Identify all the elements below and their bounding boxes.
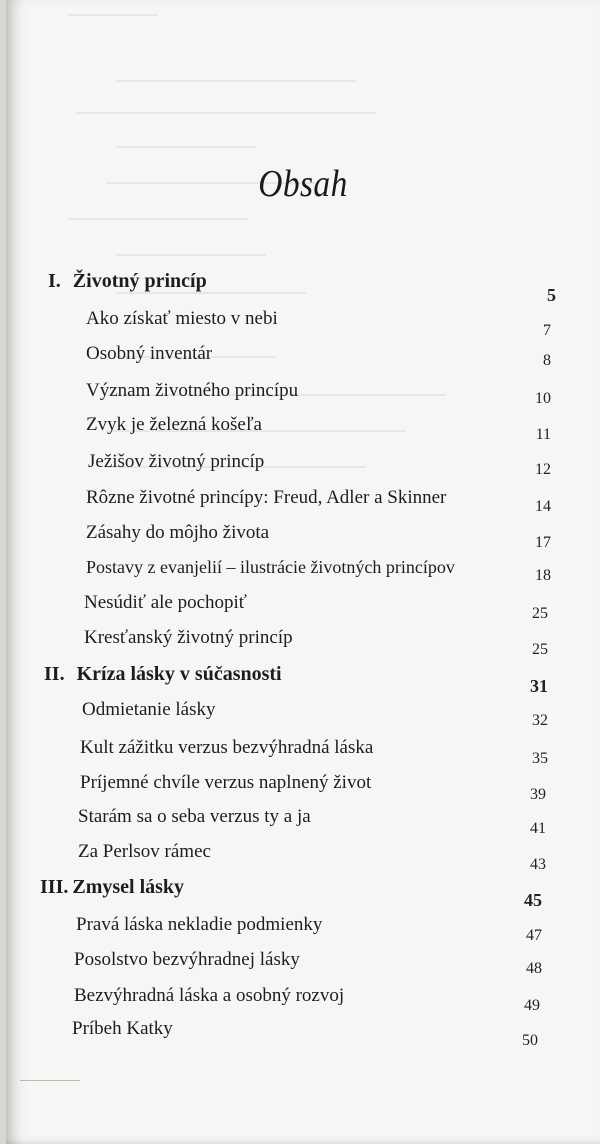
toc-entry-page: 43	[530, 856, 546, 873]
chapter-title: Životný princíp	[72, 270, 207, 292]
toc-entry-title: Odmietanie lásky	[82, 699, 216, 720]
chapter-number: III.	[40, 876, 69, 898]
toc-entry	[86, 380, 298, 402]
book-page	[6, 0, 600, 1144]
toc-entry	[82, 699, 216, 721]
toc-entry-page: 47	[526, 927, 542, 944]
toc-entry-page: 35	[532, 750, 548, 767]
toc-entry-page: 11	[535, 426, 551, 443]
toc-entry-page: 14	[535, 498, 551, 515]
chapter-title: Kríza lásky v súčasnosti	[76, 663, 282, 685]
toc-entry-title: Ako získať miesto v nebi	[86, 308, 278, 329]
toc-entry-page: 17	[535, 534, 551, 551]
toc-entry	[74, 985, 344, 1007]
toc-entry-page: 49	[524, 997, 540, 1014]
chapter-page-number: 31	[530, 676, 548, 696]
toc-entry-page: 50	[522, 1032, 538, 1049]
toc-entry-page: 39	[530, 786, 546, 803]
toc-entry	[86, 557, 455, 578]
toc-entry-page: 8	[543, 352, 551, 369]
toc-entry-title: Nesúdiť ale pochopiť	[84, 592, 247, 613]
toc-entry-title: Osobný inventár	[86, 343, 213, 364]
toc-entry-title: Zvyk je železná košeľa	[86, 414, 262, 435]
toc-entry	[88, 451, 264, 473]
toc-entry-title: Kult zážitku verzus bezvýhradná láska	[80, 737, 374, 758]
toc-entry	[76, 914, 322, 936]
toc-entry-title: Postavy z evanjelií – ilustrácie životných princípov	[86, 557, 455, 577]
toc-entry	[80, 772, 371, 794]
toc-entry-page: 41	[530, 820, 546, 837]
toc-entry	[78, 806, 311, 828]
chapter-number: I.	[48, 270, 61, 292]
page-edge-mark	[20, 1080, 80, 1081]
toc-entry	[78, 841, 211, 863]
toc-entry-page: 25	[532, 641, 548, 658]
toc-entry	[84, 592, 247, 614]
toc-entry	[86, 414, 262, 436]
toc-entry-title: Príbeh Katky	[72, 1018, 173, 1039]
toc-entry	[74, 949, 300, 971]
toc-entry-page: 25	[532, 605, 548, 622]
toc-entry-title: Zásahy do môjho života	[86, 522, 270, 543]
toc-entry	[84, 627, 293, 649]
toc-entry-page: 18	[535, 567, 551, 584]
chapter-title: Zmysel lásky	[72, 876, 185, 898]
chapter-heading	[44, 663, 282, 686]
chapter-heading	[40, 876, 184, 899]
toc-entry-title: Ježišov životný princíp	[88, 451, 265, 472]
toc-entry-title: Za Perlsov rámec	[78, 841, 211, 862]
chapter-page-number: 5	[547, 285, 556, 305]
toc-entry-page: 10	[535, 390, 551, 407]
toc-entry	[86, 487, 446, 509]
chapter-heading	[48, 270, 207, 293]
toc-entry	[80, 737, 373, 759]
toc-entry-title: Starám sa o seba verzus ty a ja	[78, 806, 311, 827]
table-of-contents	[6, 0, 600, 1144]
toc-entry	[86, 522, 269, 544]
chapter-number: II.	[44, 663, 65, 685]
toc-entry-title: Kresťanský životný princíp	[84, 627, 293, 648]
toc-entry-page: 7	[543, 322, 551, 339]
toc-entry	[72, 1018, 173, 1040]
toc-entry-title: Posolstvo bezvýhradnej lásky	[74, 949, 300, 970]
toc-entry-title: Pravá láska nekladie podmienky	[76, 914, 323, 935]
toc-entry-page: 48	[526, 960, 542, 977]
toc-entry-title: Rôzne životné princípy: Freud, Adler a Skinner	[86, 487, 447, 508]
toc-entry-title: Príjemné chvíle verzus naplnený život	[80, 772, 372, 793]
toc-entry-title: Bezvýhradná láska a osobný rozvoj	[74, 985, 345, 1006]
page-title: Obsah	[258, 163, 348, 205]
toc-entry	[86, 308, 278, 330]
toc-entry	[86, 343, 212, 365]
toc-entry-page: 12	[535, 461, 551, 478]
toc-entry-title: Význam životného princípu	[86, 380, 299, 401]
chapter-page-number: 45	[524, 890, 542, 910]
toc-entry-page: 32	[532, 712, 548, 729]
